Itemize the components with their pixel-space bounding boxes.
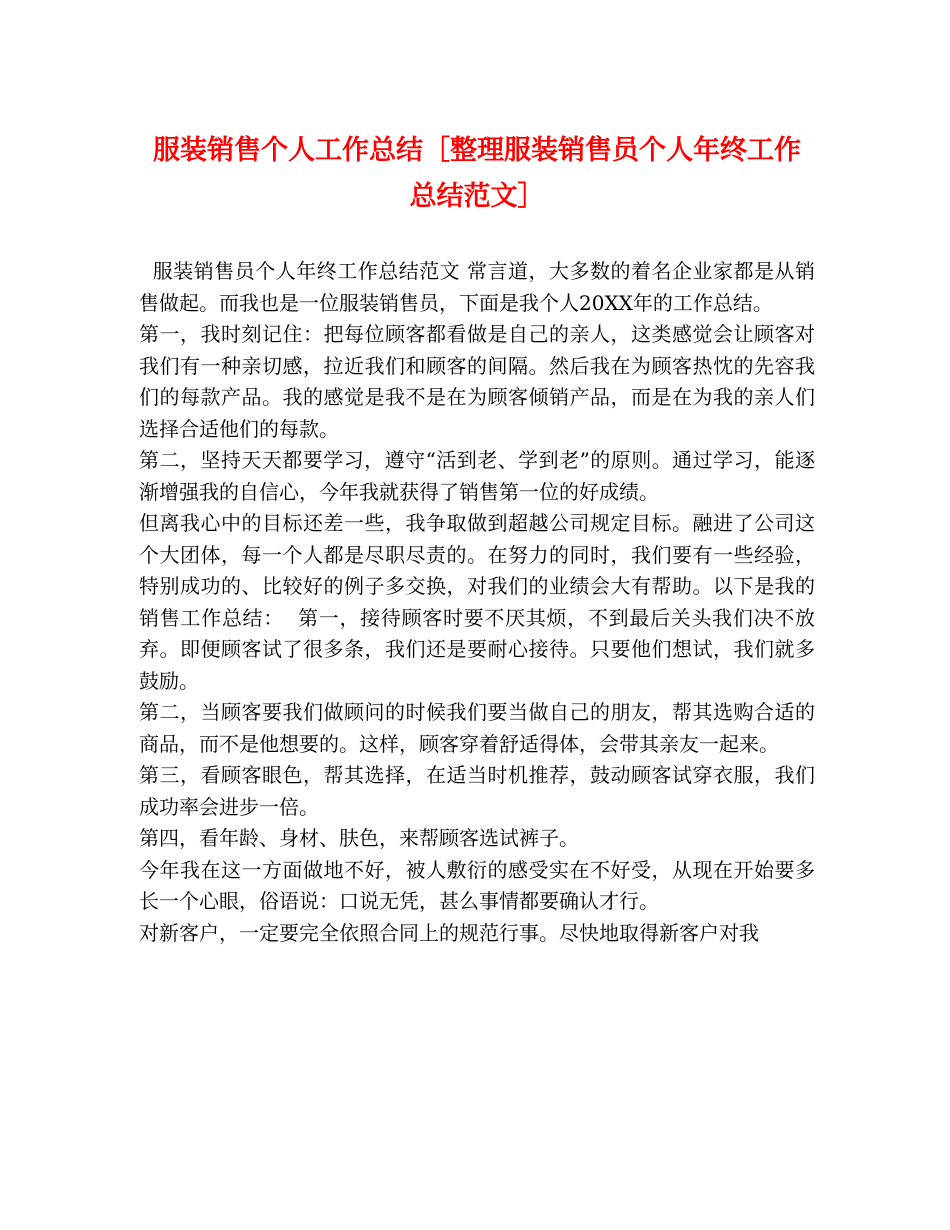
- paragraph-fourth: 第四，看年龄、身材、肤色，来帮顾客选试裤子。: [139, 826, 579, 850]
- paragraph-lesson: 今年我在这一方面做地不好，被人敷衍的感受实在不好受，从现在开始要多长一个心眼，俗语说：口说无凭，甚么事情都要确认才行。: [139, 857, 815, 913]
- paragraph-first: 第一，我时刻记住：把每位顾客都看做是自己的亲人，这类感觉会让顾客对我们有一种亲切感，拉近我们和顾客的间隔。然后我在为顾客热忱的先容我们的每款产品。我的感觉是我不是在为顾客倾销产品，而是在为我的亲人们选择合适他们的每款。: [139, 322, 815, 441]
- paragraph-intro: 服装销售员个人年终工作总结范文 常言道，大多数的着名企业家都是从销售做起。而我也是一位服装销售员，下面是我个人20XX年的工作总结。: [139, 259, 816, 315]
- title-line-1: 服装销售个人工作总结［整理服装销售员个人年终工作: [153, 135, 801, 166]
- paragraph-new-customers: 对新客户，一定要完全依照合同上的规范行事。尽快地取得新客户对我: [139, 920, 759, 945]
- document-title: [139, 128, 815, 220]
- paragraph-advisor: 第二，当顾客要我们做顾问的时候我们要当做自己的朋友，帮其选购合适的商品，而不是他想要的。这样，顾客穿着舒适得体，会带其亲友一起来。: [139, 700, 815, 756]
- paragraph-goal: 但离我心中的目标还差一些，我争取做到超越公司规定目标。融进了公司这个大团体，每一个人都是尽职尽责的。在努力的同时，我们要有一些经验，特别成功的、比较好的例子多交换，对我们的业绩会大有帮助。以下是我的销售工作总结： 第一，接待顾客时要不厌其烦，不到最后关头我们决不放弃。即便顾客试了很多条，我们还是要耐心接待。只要他们想试，我们就多鼓励。: [139, 511, 815, 693]
- document-body: [139, 256, 815, 949]
- paragraph-third: 第三，看顾客眼色，帮其选择，在适当时机推荐，鼓动顾客试穿衣服，我们成功率会进步一倍。: [139, 763, 815, 819]
- title-line-2: 总结范文］: [409, 181, 545, 212]
- paragraph-second: 第二，坚持天天都要学习，遵守“活到老、学到老”的原则。通过学习，能逐渐增强我的自信心，今年我就获得了销售第一位的好成绩。: [139, 448, 815, 504]
